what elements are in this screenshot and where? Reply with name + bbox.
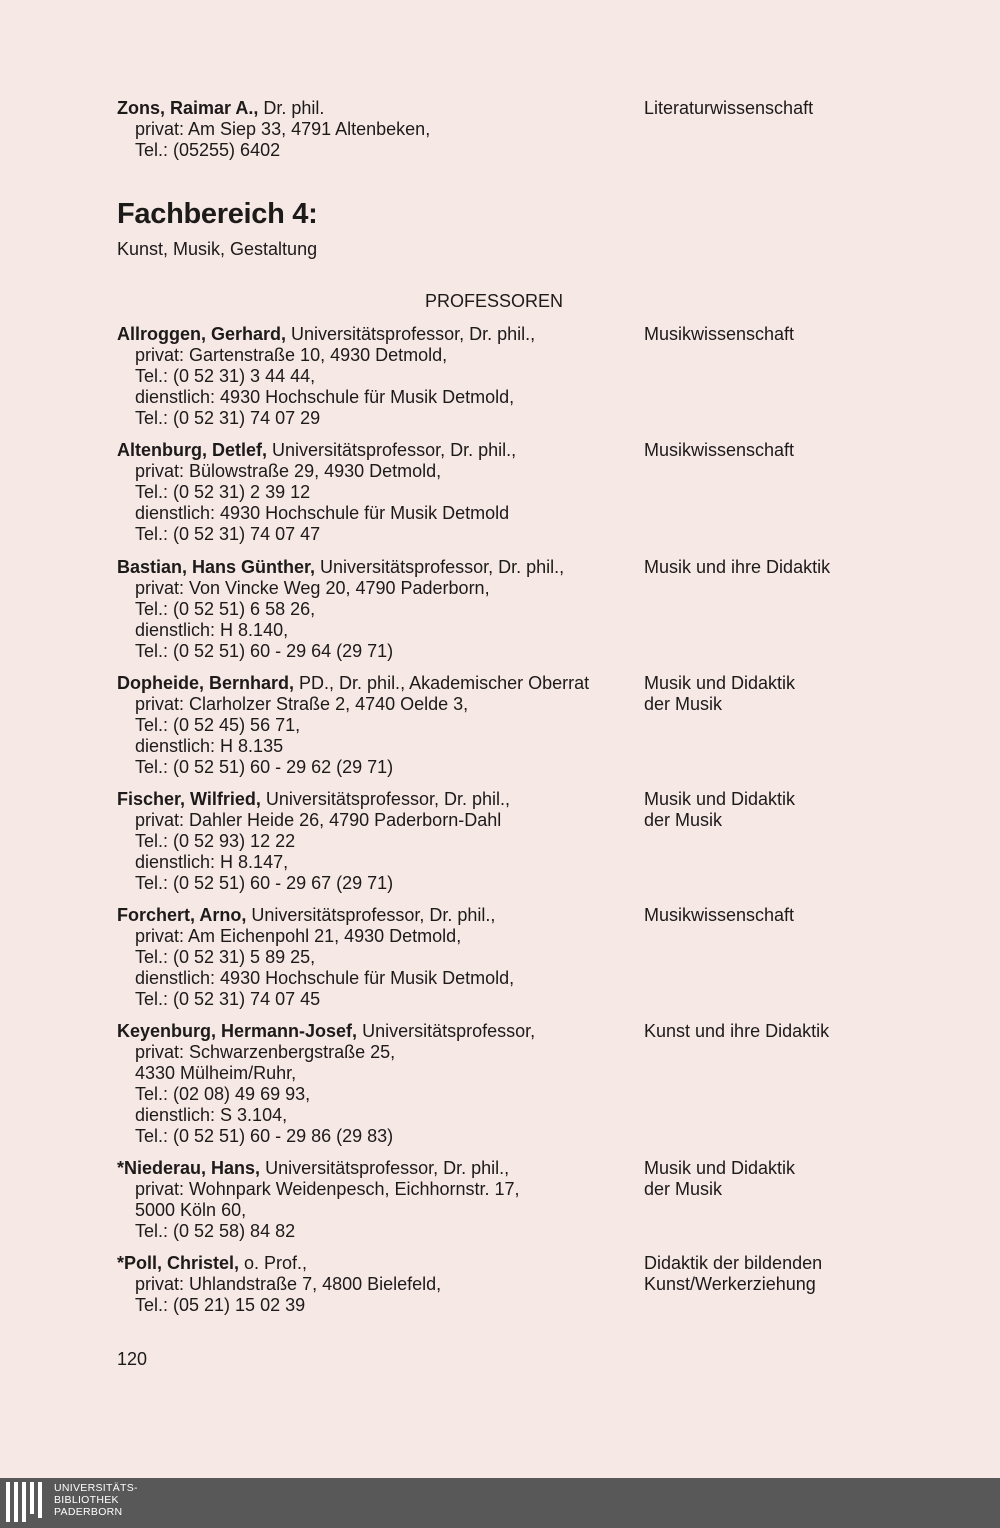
page-subheading: Kunst, Musik, Gestaltung xyxy=(117,239,318,259)
subject-line: Musik und Didaktik xyxy=(644,789,796,809)
entry-line: Tel.: (0 52 31) 74 07 47 xyxy=(135,524,321,544)
entry-name: Allroggen, Gerhard, xyxy=(117,324,287,344)
subject-line: der Musik xyxy=(644,694,723,714)
entry-subject xyxy=(644,557,884,578)
entry-line: Tel.: (0 52 45) 56 71, xyxy=(135,715,301,735)
entry-line: dienstlich: H 8.147, xyxy=(135,852,289,872)
subject-line: der Musik xyxy=(644,810,723,830)
entry-line: dienstlich: S 3.104, xyxy=(135,1105,288,1125)
subject-line: Musik und ihre Didaktik xyxy=(644,557,831,577)
subject-line: Musik und Didaktik xyxy=(644,673,796,693)
entry-line: privat: Wohnpark Weidenpesch, Eichhornstr. 17, xyxy=(135,1179,520,1199)
entry-line: Tel.: (0 52 93) 12 22 xyxy=(135,831,296,851)
entry-line: privat: Von Vincke Weg 20, 4790 Paderborn, xyxy=(135,578,490,598)
entry-line: privat: Schwarzenbergstraße 25, xyxy=(135,1042,396,1062)
entry-name: Bastian, Hans Günther, xyxy=(117,557,316,577)
entry-line: Tel.: (0 52 31) 3 44 44, xyxy=(135,366,316,386)
entry-subject xyxy=(644,673,884,715)
entry-subject xyxy=(644,905,884,926)
entry-title: Universitätsprofessor, Dr. phil., xyxy=(246,905,496,925)
entry-title: Universitätsprofessor, Dr. phil., xyxy=(260,789,510,809)
entry-subject xyxy=(644,1021,884,1042)
entry-line: Tel.: (02 08) 49 69 93, xyxy=(135,1084,311,1104)
subject-line: Musikwissenschaft xyxy=(644,905,795,925)
professor-entry xyxy=(117,1021,877,1147)
entry-title: Universitätsprofessor, Dr. phil., xyxy=(286,324,536,344)
entry-line: Tel.: (0 52 51) 60 - 29 67 (29 71) xyxy=(135,873,394,893)
library-footer xyxy=(0,1478,1000,1528)
entry-name: *Niederau, Hans, xyxy=(117,1158,261,1178)
entry-name: *Poll, Christel, xyxy=(117,1253,240,1273)
subject-line: Literaturwissenschaft xyxy=(644,98,814,118)
entry-line: dienstlich: H 8.140, xyxy=(135,620,289,640)
entry-line: Tel.: (0 52 31) 2 39 12 xyxy=(135,482,311,502)
professor-entry xyxy=(117,324,877,429)
entry-name: Dopheide, Bernhard, xyxy=(117,673,295,693)
subject-line: Kunst und ihre Didaktik xyxy=(644,1021,830,1041)
subject-line: der Musik xyxy=(644,1179,723,1199)
entry-line: 5000 Köln 60, xyxy=(135,1200,247,1220)
entry-subject xyxy=(644,789,884,831)
entry-line: Tel.: (0 52 51) 60 - 29 62 (29 71) xyxy=(135,757,394,777)
subject-line: Kunst/Werkerziehung xyxy=(644,1274,816,1294)
library-name xyxy=(54,1482,138,1518)
entry-line: privat: Am Siep 33, 4791 Altenbeken, xyxy=(135,119,431,139)
entry-line: dienstlich: H 8.135 xyxy=(135,736,284,756)
entry-name: Fischer, Wilfried, xyxy=(117,789,261,809)
entry-title: PD., Dr. phil., Akademischer Oberrat xyxy=(294,673,590,693)
entry-line: 4330 Mülheim/Ruhr, xyxy=(135,1063,297,1083)
library-name-line: BIBLIOTHEK xyxy=(54,1494,119,1506)
entry-line: Tel.: (0 52 31) 5 89 25, xyxy=(135,947,316,967)
library-name-line: PADERBORN xyxy=(54,1506,123,1518)
entry-line: privat: Gartenstraße 10, 4930 Detmold, xyxy=(135,345,448,365)
professor-entry xyxy=(117,673,877,778)
entry-line: Tel.: (05255) 6402 xyxy=(135,140,281,160)
professor-entry xyxy=(117,789,877,894)
professor-entry xyxy=(117,905,877,1010)
entry-title: Universitätsprofessor, Dr. phil., xyxy=(260,1158,510,1178)
entry-line: Tel.: (0 52 51) 60 - 29 64 (29 71) xyxy=(135,641,394,661)
entry-subject xyxy=(644,324,884,345)
subject-line: Musikwissenschaft xyxy=(644,324,795,344)
entry-line: Tel.: (0 52 51) 60 - 29 86 (29 83) xyxy=(135,1126,394,1146)
entry-name: Altenburg, Detlef, xyxy=(117,440,268,460)
entry-line: Tel.: (0 52 31) 74 07 45 xyxy=(135,989,321,1009)
entry-line: dienstlich: 4930 Hochschule für Musik Detmold xyxy=(135,503,510,523)
entry-line: Tel.: (0 52 51) 6 58 26, xyxy=(135,599,316,619)
page-number: 120 xyxy=(117,1349,148,1369)
entry-name: Keyenburg, Hermann-Josef, xyxy=(117,1021,358,1041)
top-entry xyxy=(117,98,877,161)
subject-line: Musikwissenschaft xyxy=(644,440,795,460)
library-name-line: UNIVERSITÄTS- xyxy=(54,1482,138,1494)
entry-subject xyxy=(644,440,884,461)
entry-line: privat: Am Eichenpohl 21, 4930 Detmold, xyxy=(135,926,462,946)
entry-title: Universitätsprofessor, Dr. phil., xyxy=(315,557,565,577)
entry-line: privat: Bülowstraße 29, 4930 Detmold, xyxy=(135,461,442,481)
entry-name: Zons, Raimar A., xyxy=(117,98,259,118)
entry-title: Universitätsprofessor, Dr. phil., xyxy=(267,440,517,460)
subject-line: Musik und Didaktik xyxy=(644,1158,796,1178)
entry-line: privat: Clarholzer Straße 2, 4740 Oelde 3, xyxy=(135,694,469,714)
entry-title: Dr. phil. xyxy=(258,98,325,118)
entry-subject xyxy=(644,1253,884,1295)
entry-line: Tel.: (0 52 58) 84 82 xyxy=(135,1221,296,1241)
entry-line: privat: Dahler Heide 26, 4790 Paderborn-Dahl xyxy=(135,810,502,830)
entry-line: dienstlich: 4930 Hochschule für Musik Detmold, xyxy=(135,968,515,988)
professor-entry xyxy=(117,1158,877,1242)
entry-line: dienstlich: 4930 Hochschule für Musik Detmold, xyxy=(135,387,515,407)
professor-entry xyxy=(117,1253,877,1316)
entry-line: Tel.: (05 21) 15 02 39 xyxy=(135,1295,306,1315)
entry-subject xyxy=(644,1158,884,1200)
entry-title: Universitätsprofessor, xyxy=(357,1021,536,1041)
professor-entry xyxy=(117,440,877,545)
entry-name: Forchert, Arno, xyxy=(117,905,247,925)
entry-subject xyxy=(644,98,884,119)
entry-title: o. Prof., xyxy=(239,1253,308,1273)
section-label: PROFESSOREN xyxy=(425,291,564,311)
entry-line: Tel.: (0 52 31) 74 07 29 xyxy=(135,408,321,428)
professor-entry xyxy=(117,557,877,662)
library-logo-icon xyxy=(6,1482,48,1524)
subject-line: Didaktik der bildenden xyxy=(644,1253,823,1273)
page-heading: Fachbereich 4: xyxy=(117,198,318,230)
entry-line: privat: Uhlandstraße 7, 4800 Bielefeld, xyxy=(135,1274,442,1294)
